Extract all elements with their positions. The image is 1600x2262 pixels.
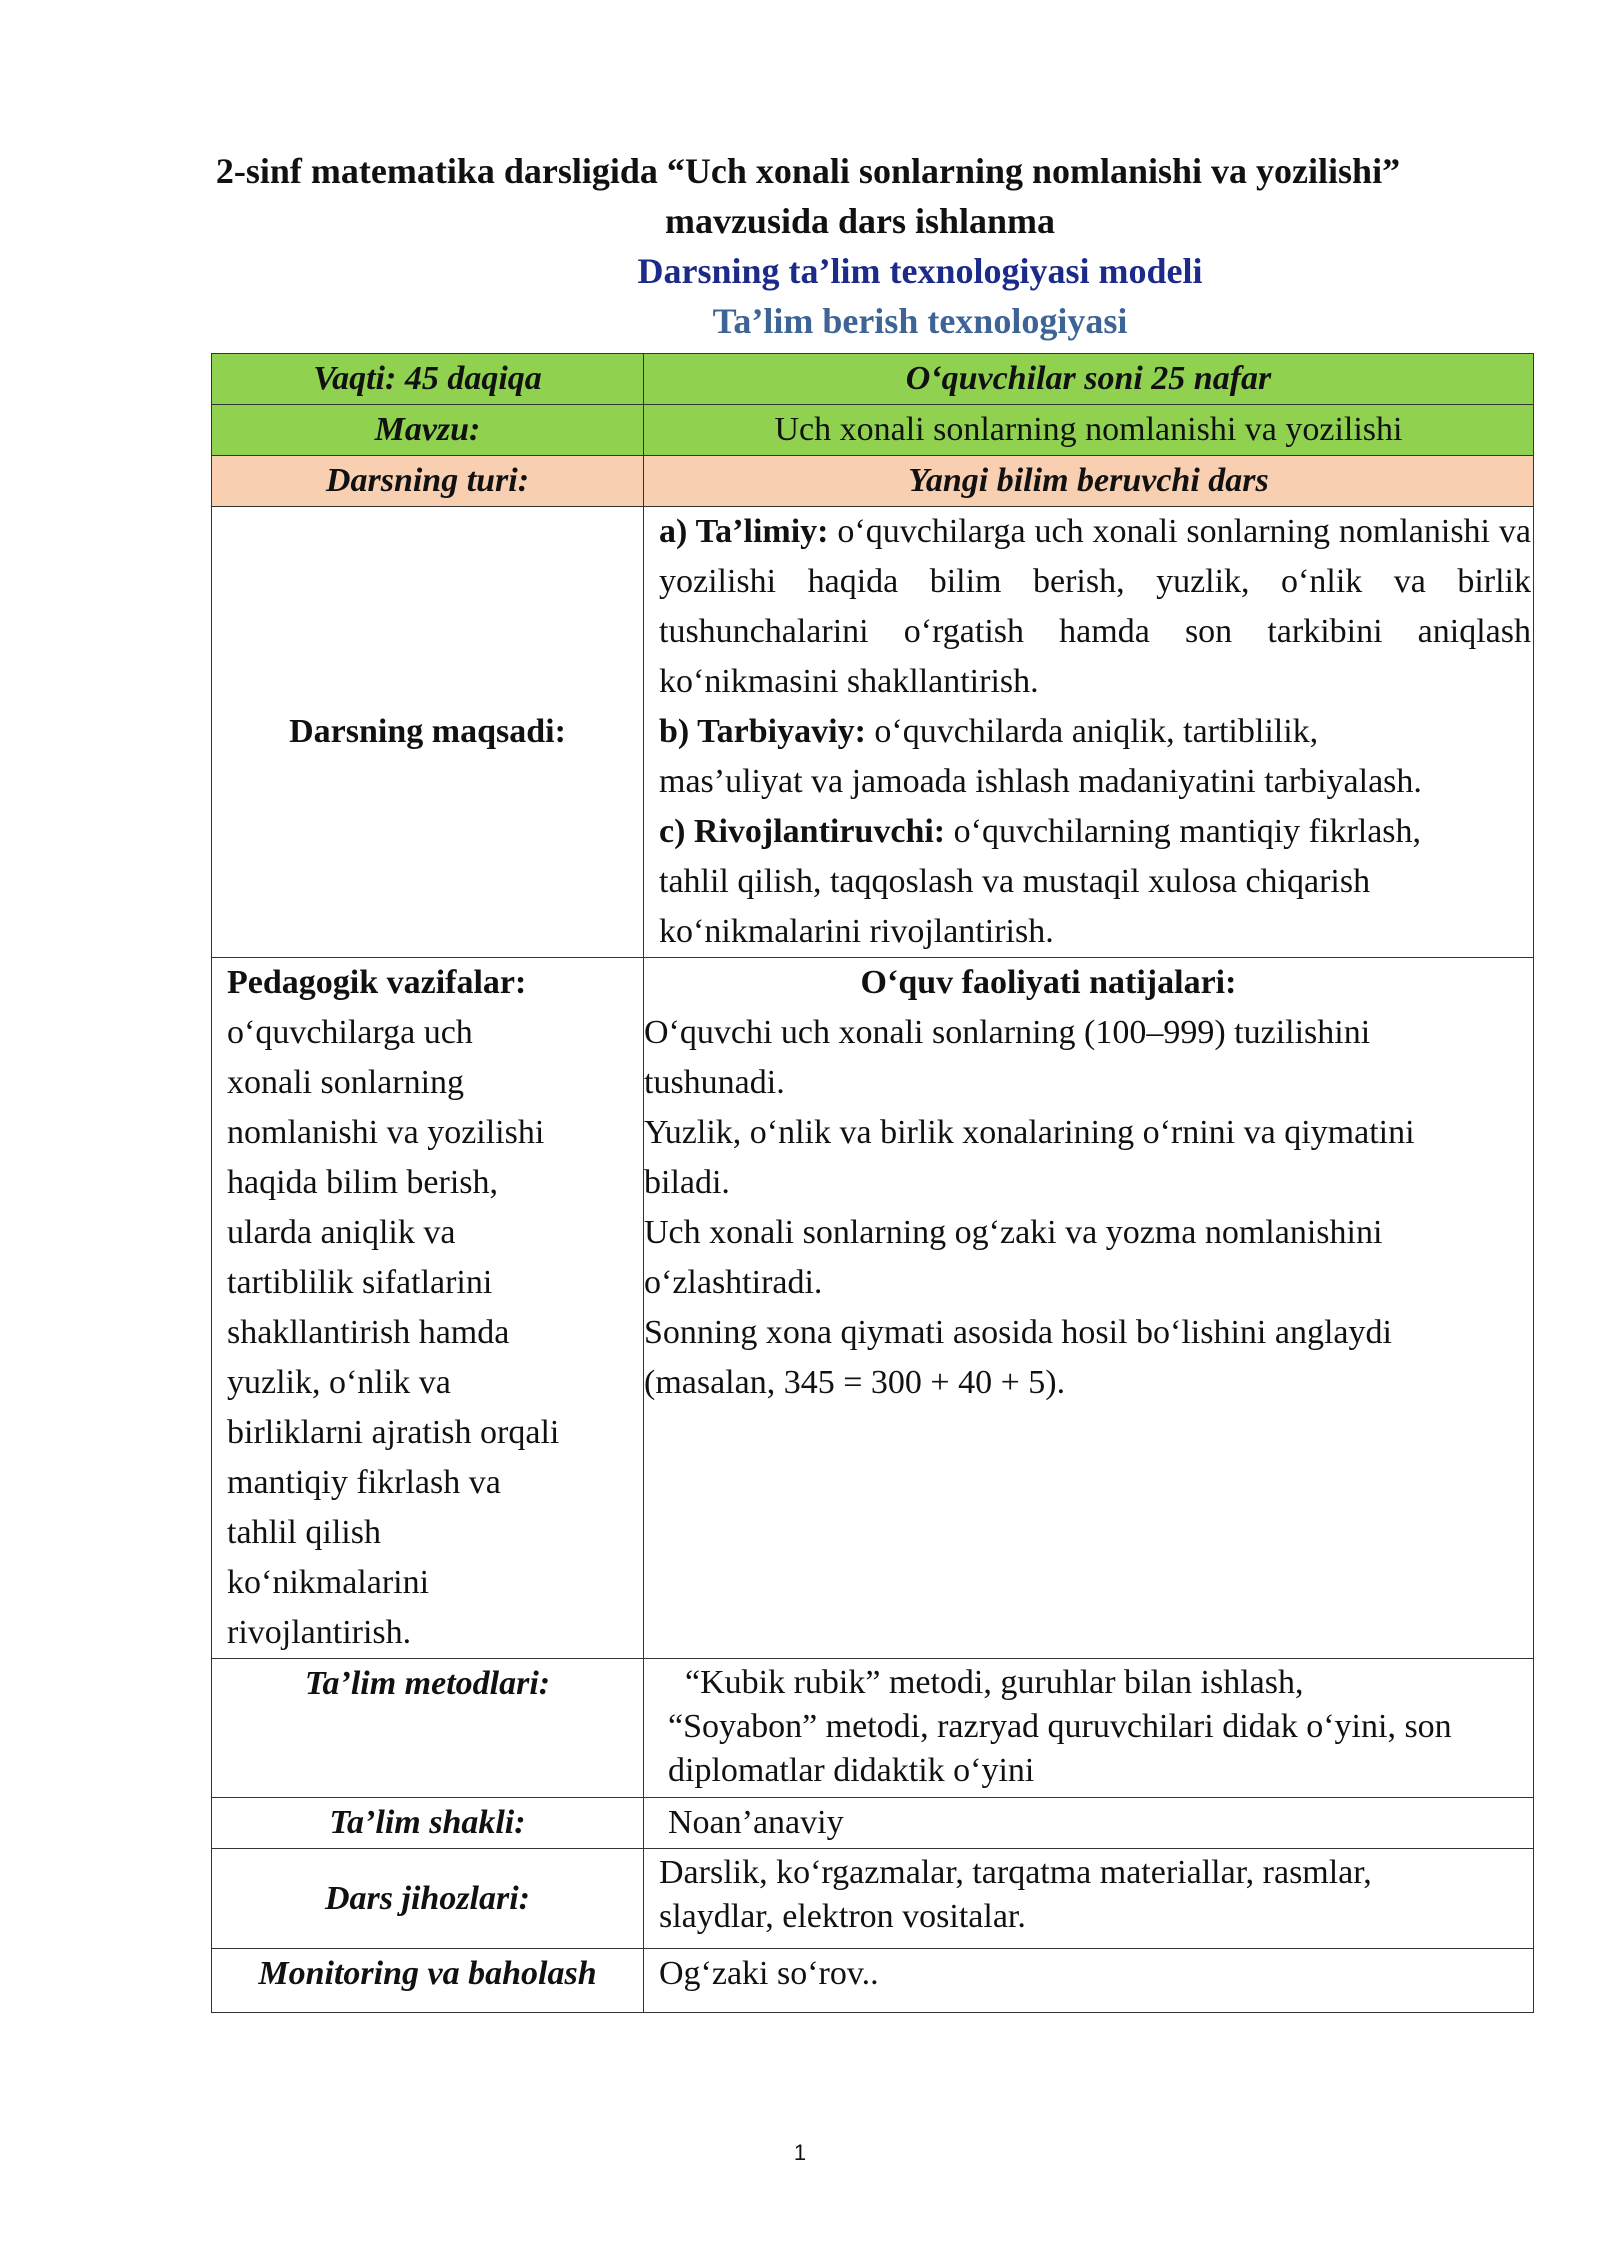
result-line: o‘zlashtiradi. [644, 1264, 823, 1301]
type-row [212, 456, 1534, 507]
type-label: Darsning turi: [212, 456, 644, 507]
methods-cell [644, 1659, 1534, 1798]
goal-c-text2: tahlil qilish, taqqoslash va mustaqil xulosa chiqarish [659, 863, 1371, 900]
technology-subtitle: Ta’lim berish texnologiyasi [712, 301, 1128, 341]
ped-line: rivojlantirish. [227, 1614, 412, 1651]
form-value: Noan’anaviy [644, 1798, 1534, 1849]
students-cell: O‘quvchilar soni 25 nafar [644, 354, 1534, 405]
result-line: Yuzlik, o‘nlik va birlik xonalarining o‘rnini va qiymatini [644, 1114, 1415, 1151]
goals-row [212, 507, 1534, 958]
goal-b-label: b) Tarbiyaviy: [659, 713, 866, 750]
ped-line: birliklarni ajratish orqali [227, 1414, 560, 1451]
ped-line: mantiqiy fikrlash va [227, 1464, 501, 1501]
result-line: (masalan, 345 = 300 + 40 + 5). [644, 1364, 1066, 1401]
ped-line: haqida bilim berish, [227, 1164, 499, 1201]
method-line: diplomatlar didaktik o‘yini [668, 1752, 1035, 1789]
goal-b-text: o‘quvchilarda aniqlik, tartiblilik, [874, 713, 1319, 750]
topic-value: Uch xonali sonlarning nomlanishi va yozilishi [644, 405, 1534, 456]
result-line: tushunadi. [644, 1064, 785, 1101]
model-subtitle: Darsning ta’lim texnologiyasi modeli [637, 251, 1203, 291]
tasks-row [212, 958, 1534, 1659]
ped-line: xonali sonlarning [227, 1064, 465, 1101]
result-line: biladi. [644, 1164, 730, 1201]
equipment-line: Darslik, ko‘rgazmalar, tarqatma materiallar, rasmlar, [659, 1854, 1372, 1891]
equipment-row [212, 1849, 1534, 1949]
methods-label: Ta’lim metodlari: [212, 1659, 644, 1798]
goals-cell [644, 507, 1534, 958]
goal-b [659, 707, 1531, 757]
goal-label: Darsning maqsadi: [212, 507, 644, 958]
page-number: 1 [793, 2140, 807, 2165]
equipment-label: Dars jihozlari: [212, 1849, 644, 1949]
ped-line: tartiblilik sifatlarini [227, 1264, 493, 1301]
lesson-plan-table [211, 353, 1534, 2013]
goal-b-text2: mas’uliyat va jamoada ishlash madaniyatini tarbiyalash. [659, 763, 1422, 800]
goal-c [659, 807, 1531, 857]
form-row [212, 1798, 1534, 1849]
equipment-cell [644, 1849, 1534, 1949]
goal-a [659, 507, 1531, 707]
result-line: Sonning xona qiymati asosida hosil bo‘lishini anglaydi [644, 1314, 1392, 1351]
monitoring-value: Og‘zaki so‘rov.. [644, 1949, 1534, 2013]
ped-line: ularda aniqlik va [227, 1214, 456, 1251]
monitoring-label: Monitoring va baholash [212, 1949, 644, 2013]
ped-cell [212, 958, 644, 1659]
page-title-line1: 2-sinf matematika darsligida “Uch xonali sonlarning nomlanishi va yozilishi” [215, 151, 1401, 191]
form-label: Ta’lim shakli: [212, 1798, 644, 1849]
topic-row [212, 405, 1534, 456]
method-line: “Soyabon” metodi, razryad quruvchilari didak o‘yini, son [668, 1708, 1452, 1745]
ped-line: tahlil qilish [227, 1514, 381, 1551]
method-line: “Kubik rubik” metodi, guruhlar bilan ishlash, [668, 1664, 1304, 1701]
goal-a-text: o‘quvchilarga uch xonali sonlarning nomlanishi va yozilishi haqida bilim berish, yuzlik, o‘nlik va birlik tushunchalarini o‘rgatish hamda son tarkibini aniqlash ko‘nikmasini shakllantirish. [659, 513, 1532, 700]
topic-label: Mavzu: [212, 405, 644, 456]
results-label: O‘quv faoliyati natijalari: [860, 964, 1237, 1001]
type-value: Yangi bilim beruvchi dars [644, 456, 1534, 507]
goal-a-label: a) Ta’limiy: [659, 513, 829, 550]
time-cell: Vaqti: 45 daqiqa [212, 354, 644, 405]
goal-c-label: c) Rivojlantiruvchi: [659, 813, 946, 850]
ped-line: yuzlik, o‘nlik va [227, 1364, 451, 1401]
equipment-line: slaydlar, elektron vositalar. [659, 1898, 1026, 1935]
goal-c-text: o‘quvchilarning mantiqiy fikrlash, [953, 813, 1422, 850]
result-line: O‘quvchi uch xonali sonlarning (100–999) tuzilishini [644, 1014, 1371, 1051]
methods-row [212, 1659, 1534, 1798]
monitoring-row [212, 1949, 1534, 2013]
ped-line: o‘quvchilarga uch [227, 1014, 473, 1051]
page-title-line2: mavzusida dars ishlanma [664, 201, 1056, 241]
ped-label: Pedagogik vazifalar: [227, 964, 527, 1001]
goal-c-text3: ko‘nikmalarini rivojlantirish. [659, 913, 1054, 950]
results-cell [644, 958, 1534, 1659]
result-line: Uch xonali sonlarning og‘zaki va yozma nomlanishini [644, 1214, 1383, 1251]
ped-line: shakllantirish hamda [227, 1314, 510, 1351]
ped-line: nomlanishi va yozilishi [227, 1114, 545, 1151]
time-row [212, 354, 1534, 405]
ped-line: ko‘nikmalarini [227, 1564, 430, 1601]
